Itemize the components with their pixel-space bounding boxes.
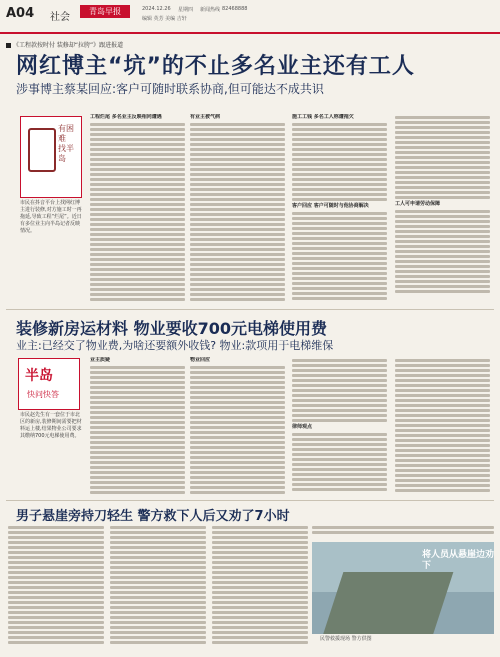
story1-left-note: 市民在抖音平台上找网红博主进行装修,对方施工时一再拖延,导致工程“烂尾”。近日有多位业主向半岛记者反映情况。 <box>20 200 82 234</box>
story1-col-head: 客户回应 客户可随时与他协商解决 <box>292 203 369 209</box>
story1-col-head: 工程烂尾 多名业主反映相同遭遇 <box>90 114 162 120</box>
story2-col-head: 律师观点 <box>292 424 313 430</box>
issue-date: 2024.12.26 <box>142 6 171 12</box>
story1-kicker-text: 《工程款按时付 装修却“拉胯”》跟进报道 <box>13 42 124 49</box>
masthead-rule <box>0 32 500 34</box>
story3-col-2 <box>110 524 206 652</box>
editor-credit: 编辑 英芳 美编 吉轩 <box>142 16 187 22</box>
story2-col-1 <box>90 357 185 497</box>
story2-headline: 装修新房运材料 物业要收700元电梯使用费 <box>16 319 327 338</box>
story2-col-3 <box>292 357 387 497</box>
story1-headline: 网红博主“坑”的不止多名业主还有工人 <box>16 54 415 79</box>
story1-kicker <box>6 40 123 49</box>
help-column-tag: 有困难 找半岛 <box>58 124 74 163</box>
section-divider <box>6 500 494 501</box>
story2-subheadline: 业主:已经交了物业费,为啥还要额外收钱? 物业:款项用于电梯维保 <box>16 339 334 352</box>
story2-lead: 市民赵先生有一套位于市北区的新房,装修期间需要把材料运上楼,结果物业公司要求其缴纳700元电梯使用费。 <box>20 412 82 439</box>
photo-overlay-text: 将人员从悬崖边劝下 <box>422 550 494 571</box>
quick-qa-logo-main: 半岛 <box>25 368 53 384</box>
story1-col-head: 有业主被气病 <box>190 114 221 120</box>
story2-col-head: 业主质疑 <box>90 357 111 363</box>
quick-qa-logo-sub: 快问快答 <box>27 390 59 399</box>
hotline-number: 82468888 <box>222 6 248 12</box>
issue-weekday: 星期四 <box>178 7 194 13</box>
story3-col-4 <box>312 524 494 540</box>
story1-subheadline: 涉事博主蔡某回应:客户可随时联系协商,但可能达不成共识 <box>16 82 324 96</box>
section-name: 社会 <box>50 12 70 23</box>
hotline-label: 新闻热线 <box>200 7 221 13</box>
story1-col-4 <box>395 114 490 304</box>
story3-headline: 男子悬崖旁持刀轻生 警方救下人后又劝了7小时 <box>16 509 290 524</box>
newspaper-logo: 青岛早报 <box>80 5 130 18</box>
story3-col-3 <box>212 524 308 652</box>
story1-col-1 <box>90 114 185 304</box>
rescue-photo <box>312 542 494 634</box>
section-divider <box>6 309 494 310</box>
page-number: A04 <box>6 6 35 21</box>
story1-col-2 <box>190 114 285 304</box>
kicker-square-icon <box>6 43 11 48</box>
story1-col-head: 工人可申请劳动保障 <box>395 201 441 207</box>
phone-icon <box>28 128 56 172</box>
quick-qa-logo <box>18 358 80 410</box>
story1-col-3 <box>292 114 387 304</box>
story2-col-head: 物业回应 <box>190 357 211 363</box>
story3-col-1 <box>8 524 104 652</box>
story2-col-4 <box>395 357 490 497</box>
story2-col-2 <box>190 357 285 497</box>
story1-col-head: 施工工钱 多名工人称遭拖欠 <box>292 114 354 120</box>
photo-caption: 民警救援现场 警方供图 <box>320 636 372 642</box>
masthead <box>0 0 500 34</box>
